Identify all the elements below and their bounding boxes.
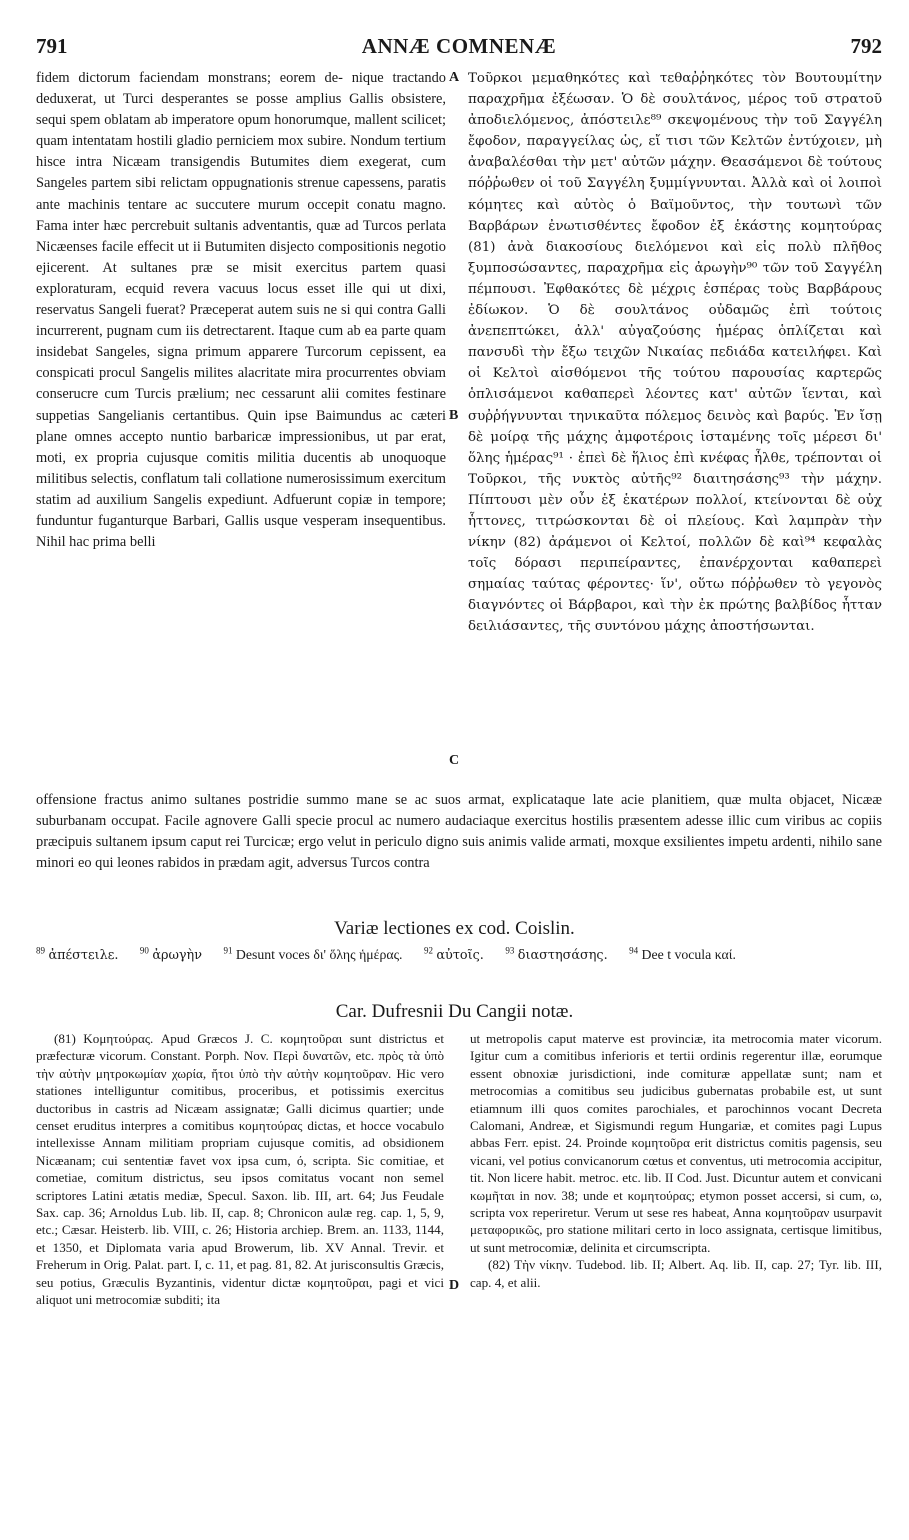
margin-letter-d: D xyxy=(449,1278,460,1293)
main-text xyxy=(36,68,882,906)
variant-89: $^{89}$ ἀπέστειλε. xyxy=(36,945,119,963)
running-title: ANNÆ COMNENÆ xyxy=(361,34,557,58)
running-header xyxy=(36,34,882,64)
full-width-latin-text: offensione fractus animo sultanes postridie summo mane se ac suos armat, explicataque late acie planitiem, quæ multa objacet, Nicææ suburbanam occupat. Facile agnovere Galli specie procul ac numero audaciaque exercitus hostilis præsentem adesse illic cum viribus ac copiis præcipuis sultanem ipsum caput rei Turcicæ; ergo velut in periculo digno suis animis valide armati, moxque exsilientes impetu ardenti, nihilo sane minori eo qui leones rabidos in prædam agit, adversus Turcos contra xyxy=(36,792,882,872)
notes-heading: Car. Dufresnii Du Cangii notæ. xyxy=(335,1001,574,1022)
variant-94: $^{94}$ Dee t vocula καί. xyxy=(629,945,736,962)
notes-right-column xyxy=(470,1030,882,1291)
variant-92: $^{92}$ αὐτοῖς. xyxy=(423,945,484,963)
page-number-left: 791 xyxy=(36,34,68,58)
variant-readings-heading: Variæ lectiones ex cod. Coislin. xyxy=(334,918,575,939)
variant-readings xyxy=(36,945,882,965)
variant-91: $^{91}$ Desunt voces δι' ὅλης ἡμέρας. xyxy=(223,945,403,962)
note-81: (81) Κομητούρας. Apud Græcos J. C. κομητοῦραι sunt districtus et præfecturæ vicorum. Constant. Porph. Nov. Περὶ δυνατῶν, etc. πρὸς τὰ ὑπὸ τὴν αὐτὴν μητροκωμίαν χωρία, ἤτοι ὑπὸ τὴν αὐτὴν κομητοῦραν. Hic vero stationes intelliguntur comitibus, proceribus, et potissimis exercitus ductoribus in castris ad Nicæam assignatæ; Galli dicimus quartier; unde censet eruditus interpres a comitibus κομητούρας dictas, et hocce vocabulo intellexisse Annam militiam propriam cujusque comitis, ad obsidionem Nicæanam; cui sententiæ favet vox ipsa cum, ό, scripta. Sic comitiae, et cometiae, comitum districtus, seu ipsos comitatus vocant non semel scriptores Latini ætatis mediæ, Specul. Saxon. lib. III, art. 64; Jus Feudale Sax. cap. 36; Arnoldus Lub. lib. II, cap. 8; Chronicon aulæ reg. cap. 1, 5, 9, etc.; Cæsar. Heisterb. lib. VIII, c. 26; Historia archiep. Brem. an. 1133, 1144, et 1350, et Diplomata varia apud Browerum, lib. XV Annal. Trevir. et Freherum in Orig. Palat. part. I, c. 11, et pag. 81, 82. At jurisconsultis Græcis, seu potius, Græculis Byzantinis, videntur dictæ κομητοῦραι, pagi et vici aliquot uni metrocomiæ subditi; ita xyxy=(36,1031,444,1308)
page-number-right: 792 xyxy=(850,34,882,58)
greek-paragraph: Τοῦρκοι μεμαθηκότες καὶ τεθαῤῥηκότες τὸν Βουτουμίτην παραχρῆμα ἐξέωσαν. Ὁ δὲ σουλτάνος, μέρος τοῦ στρατοῦ ἀποδιελόμενος, ἀπόστειλε⁸⁹ σκεψομένους τὴν τοῦ Σαγγέλη ἔφοδον, παραγγείλας ὡς, εἴ τισι τῶν Κελτῶν ἐντύχοιεν, μὴ ἀναβαλέσθαι τὴν μετ' αὐτῶν μάχην. Θεασάμενοι δὲ τούτους πόῤῥωθεν οἱ τοῦ Σαγγέλη ξυμμίγνυνται. Ἀλλὰ καὶ οἱ λοιποὶ κόμητες καὶ αὐτὸς ὁ Βαϊμοῦντος, τὴν τουτωνὶ τῶν Βαρβάρων ἐνωτισθέντες ἔφοδον ἐξ ἑκάστης κομητούρας (81) ἀνὰ διακοσίους διελόμενοι καὶ εἰς πολὺ πλῆθος ξυμποσώσαντες, παραχρῆμα εἰς ἀρωγὴν⁹⁰ τῶν τοῦ Σαγγέλη πέμπουσι. Ἐφθακότες δὲ μέχρις ἑσπέρας τοὺς Βαρβάρους ἐδίωκον. Ὁ δὲ σουλτάνος οὐδαμῶς ἐπὶ τούτοις ἀνεπεπτώκει, ἀλλ' αὐγαζούσης ἡμέρας ὁπλίζεται καὶ πανσυδὶ τὴν ἔξω τειχῶν Νικαίας πεδιάδα κατειλήφει. Καὶ οἱ Κελτοὶ αἰσθόμενοι τῆς τούτου παρουσίας καρτερῶς ὁπλισάμενοι καθαπερεὶ λέοντες κατ' αὐτῶν ἵενται, καὶ συῤῥήγνυνται τηνικαῦτα πόλεμος δεινὸς καὶ βαρύς. Ἐν ἴσῃ δὲ μοίρᾳ τῆς μάχης ἀμφοτέροις ἱσταμένης τοῖς μέρεσι δι' ὅλης ἡμέρας⁹¹ · ἐπεὶ δὲ ἥλιος ἐπὶ κνέφας ἦλθε, τρέπονται οἱ Τοῦρκοι, τῆς νυκτὸς αὐτῆς⁹² διαιτησάσης⁹³ τὴν μάχην. Πίπτουσι μὲν οὖν ἑξ ἑκατέρων πολλοί, κτείνονται δὲ οὐχ ἧττονες, τιτρώσκονται δὲ οἱ πλείους. Καὶ λαμπρὰν τὴν νίκην (82) ἀράμενοι οἱ Κελτοί, πολλῶν δὲ καὶ⁹⁴ κεφαλὰς τοῖς δόρασι περιπείραντες, ἐπανέρχονται καθαπερεὶ σημαίας ταύτας φέροντες· ἵν', οὕτω πόῤῥωθεν τὸ γεγονὸς διαγνόντες οἱ Βάρβαροι, καὶ τὴν ἐκ πρώτης βαλβίδος ἧτταν δειλιάσαντες, τῆς συντόνου μάχης ἀποστήσωνται. xyxy=(468,71,882,635)
notes-left-column xyxy=(36,1030,444,1309)
latin-paragraph: fidem dictorum faciendam monstrans; eorem de- nique tractando deduxerat, ut Turci desperantes se posse amplius Gallis obsistere, sequi spem oblatam ab imperatore opum honorumque, mallent scilicet; quam intentatam hostili gladio perniciem mox subire. Nondum tertium hisce intra Nicæam transigendis Butumites diem exegerat, cum Sangeles partem sibi relictam oppugnationis strenue capessens, paratis ante machinis tentare ac succutere murum occepit conatu magno. Fama inter hæc percrebuit sultanis adventantis, quæ ad Turcos perlata Nicæenses facile effecit ut ii Butumiten disjecto compositionis negotio ejicerent. At sultanes præ se misit exercitus partem quasi exploraturam, ecquid revera vacuus locus esset ille qui ut dixi, reservatus Sangeli fuerat? Præceperat autem suis ne si qui contra Galli incurrerent, pugnam cum iis detrectarent. Itaque cum ab ea parte quam insidebat Sangeles, signa primum apparere Turcorum cepissent, ea conspicati procul Sangelis milites alacritate mira procurrentes obviam conserucre cum Turcis prælium; nec cessarunt alii comites festinare suppetias Sangelianis certantibus. Quin ipse Baimundus ac cæteri plane omnes accepto nuntio barbaricæ impressionibus, ut par erat, moti, ex propria cujusque comitis militia ducentis ab unoquoque militibus selectis, conflatum tali collatione numerosissimum exercitum statim ad auxilium Sangelis expediunt. Adfuerunt copiæ in tempore; funduntur fuganturque Barbari, Gallis usque vesperam insequentibus. Nihil hac prima belli xyxy=(36,70,446,551)
margin-letter-a: A xyxy=(449,70,460,85)
variant-93: $^{93}$ διαστησάσης. xyxy=(505,945,608,963)
note-82: (82) Τὴν νίκην. Tudebod. lib. II; Albert. Aq. lib. II, cap. 27; Tyr. lib. III, cap. 4, et alii. xyxy=(470,1257,882,1290)
greek-original-column xyxy=(468,68,882,638)
margin-letter-c: C xyxy=(449,753,460,768)
margin-letter-b: B xyxy=(449,408,459,423)
note-81-continued: ut metropolis caput materve est provinciæ, ita metrocomia mater vicorum. Igitur cum a comitibus inferioris et tertii ordinis regerentur illæ, eorumque essent obnoxiæ jurisdictioni, inde comituræ appellatæ sunt; nam et metrocomias a comitibus seu judicibus gubernatas probabile est, ut sunt etiamnum illi quos comites parochiales, et parochinnos vocant Decreta Calomani, Andreæ, et Sigismundi regum Hungariæ, et comites pagi Lupus abbas Ferr. epist. 24. Proinde κομητοῦρα erit districtus comitis pagensis, seu vicani, vel potius convicanorum cœtus et conventus, uti metrocomia accipitur, tit. Non licere habit. metroc. etc. lib. II Cod. Just. Dicuntur autem et convicani κωμῆται in nov. 38; unde et κομητούρας; etymon posset accersi, si cum, ω, scripta vox reperiretur. Verum ut sese res habeat, Anna κομητοῦραν usurpavit μεταφορικῶς, pro statione militari certo in loco assignata, certisque limitibus, ut sunt metrocomiæ, delinita et circumscripta. xyxy=(470,1031,882,1255)
variant-90: $^{90}$ ἀρωγὴν xyxy=(139,945,203,963)
latin-translation-column xyxy=(36,68,446,553)
commentary-notes xyxy=(36,1030,882,1510)
